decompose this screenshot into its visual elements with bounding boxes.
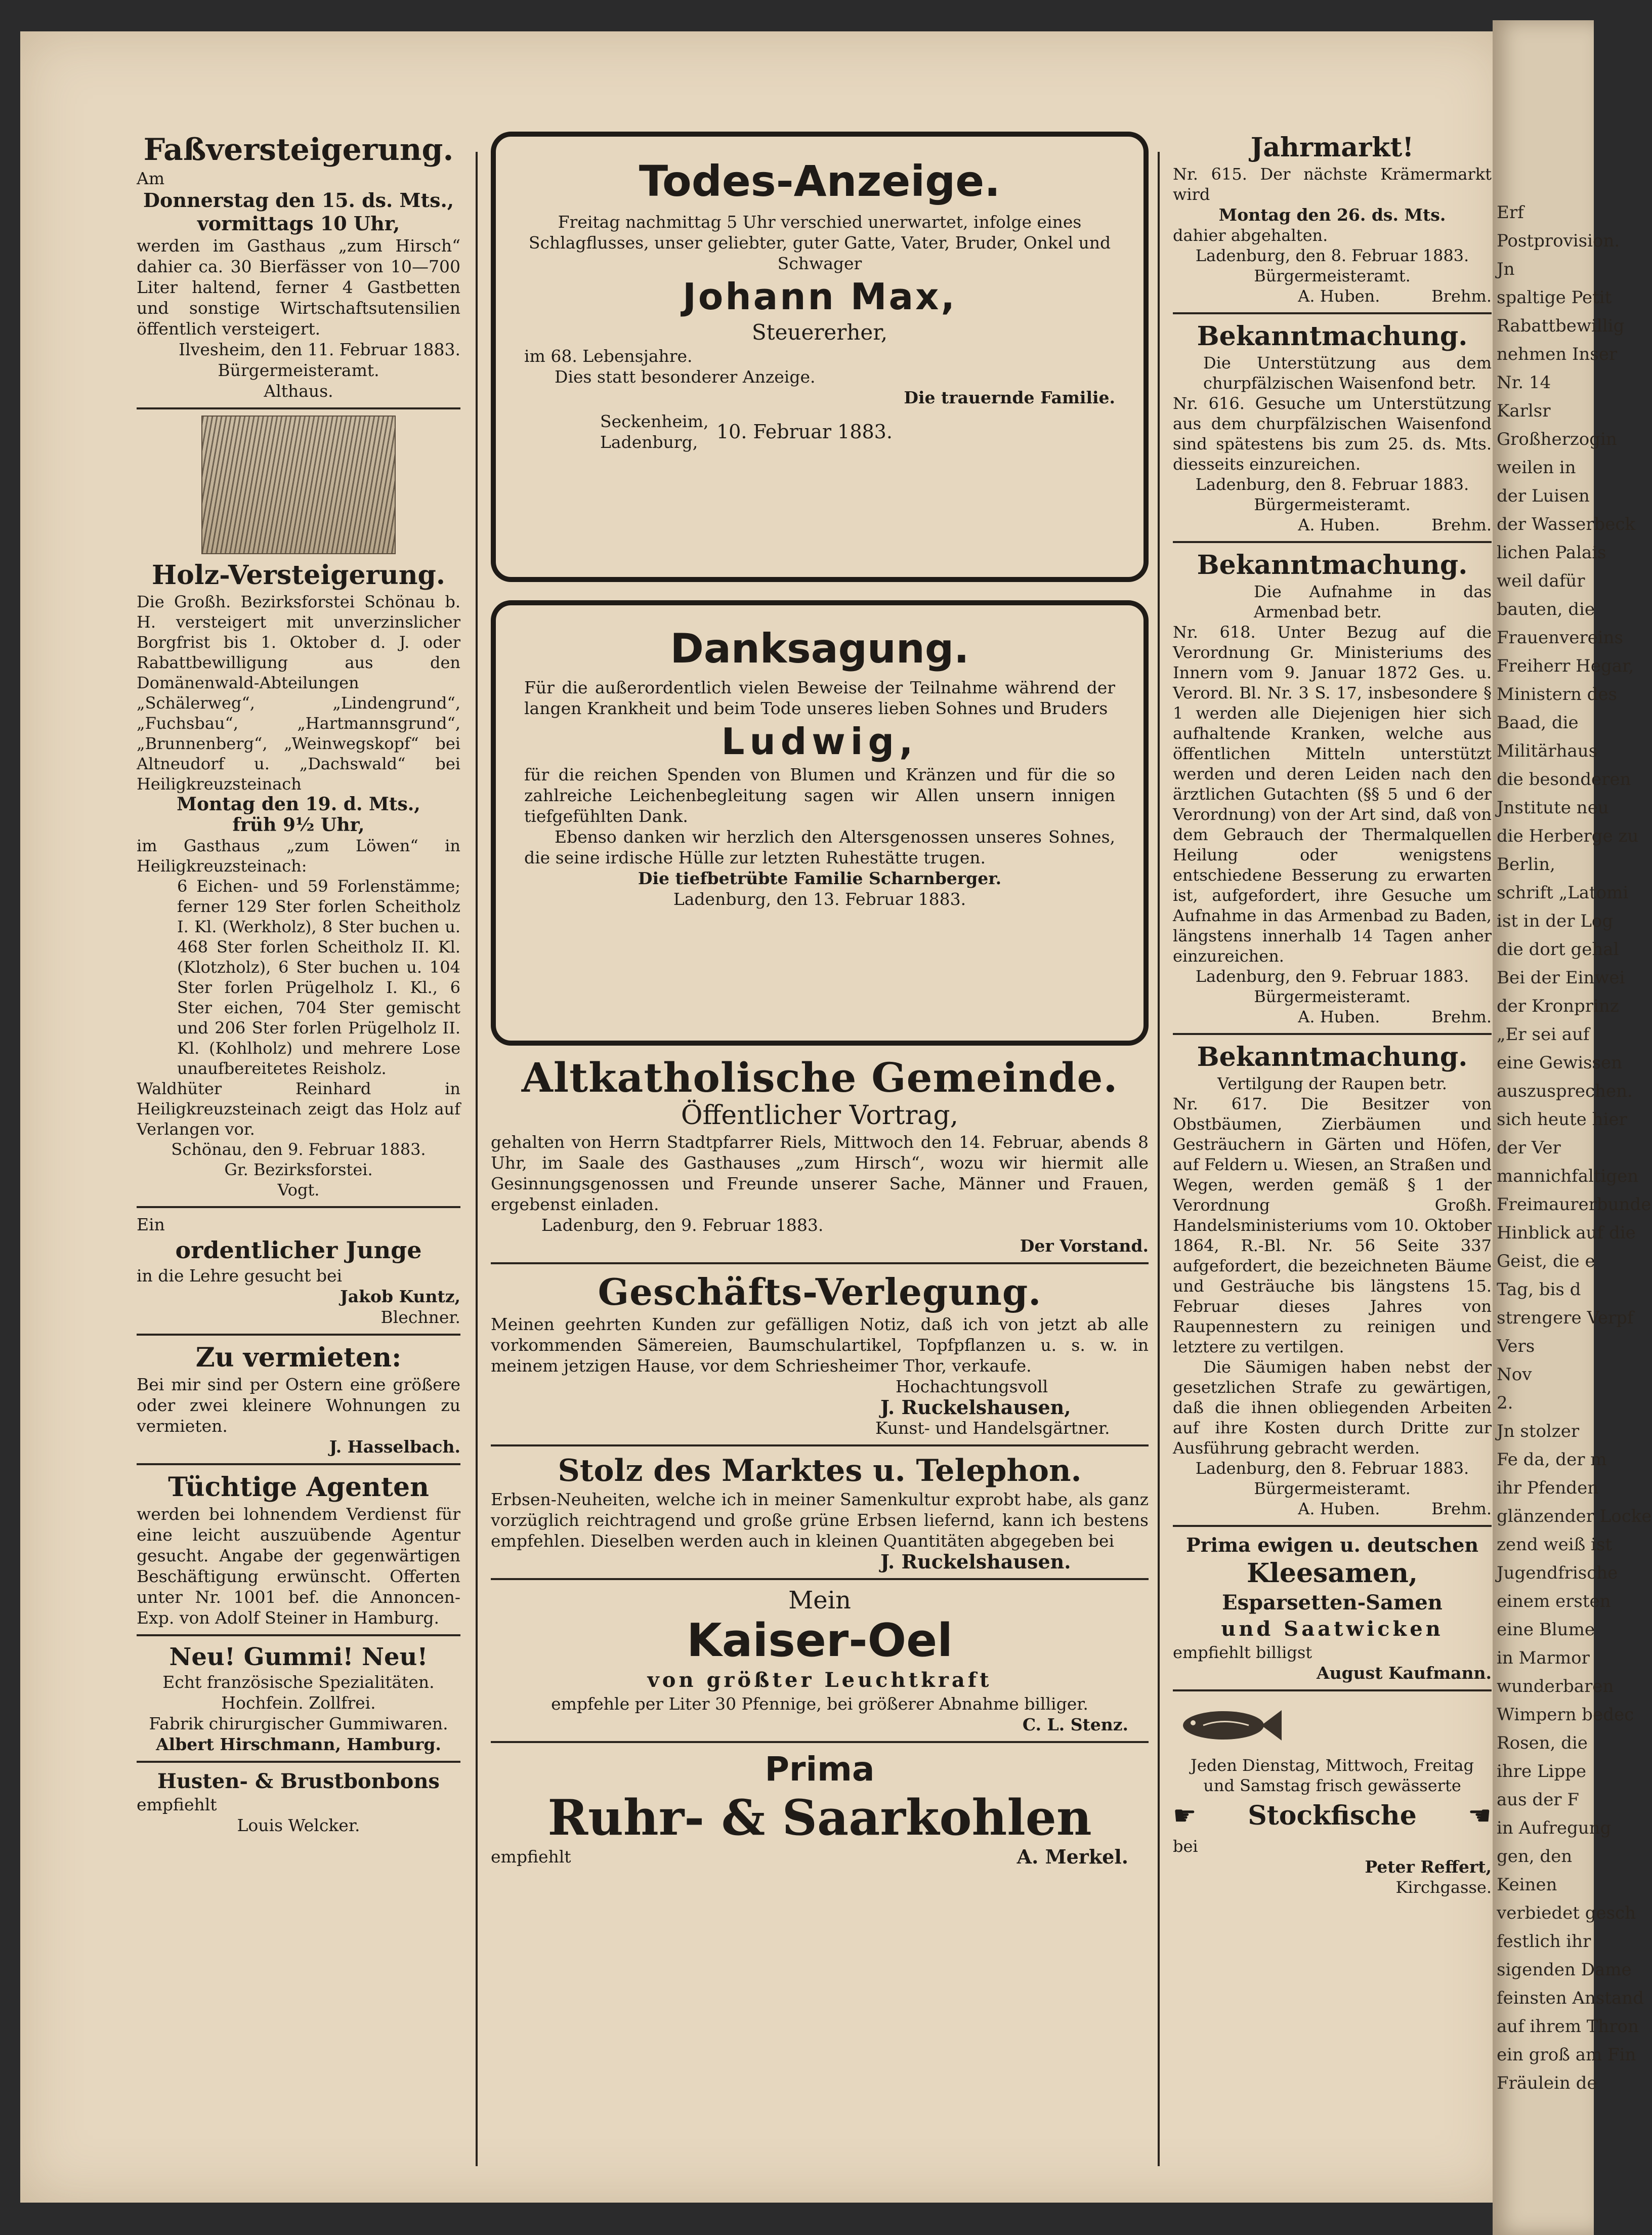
ad-title: Bekanntmachung. [1197, 550, 1468, 581]
ad-signature: A. Huben. Brehm. [1298, 1499, 1492, 1518]
ad-text: empfiehlt [137, 1795, 217, 1814]
ad-role: Kunst- und Handelsgärtner. [875, 1418, 1110, 1438]
adjacent-page-fragment: mannichfaltigen [1497, 1166, 1639, 1186]
adjacent-page-fragment: der Ver [1497, 1138, 1561, 1158]
adjacent-page-fragment: in Aufregung [1497, 1818, 1612, 1838]
adjacent-page-fragment: ein groß am Fin [1497, 2045, 1636, 2065]
ad-title: Ruhr- & Saarkohlen [547, 1789, 1092, 1846]
ad-title: ordentlicher Junge [175, 1236, 422, 1264]
adjacent-page-fragment: Frauenvereins [1497, 628, 1623, 648]
ad-text: im 68. Lebensjahre. [524, 346, 693, 366]
ad-signature: Louis Welcker. [237, 1815, 360, 1835]
ad-signature: Jakob Kuntz, [340, 1287, 460, 1306]
adjacent-page-fragment: eine Gewissen [1497, 1053, 1622, 1073]
column-right [1173, 132, 1492, 1897]
ad-text: Fabrik chirurgischer Gummiwaren. [149, 1714, 448, 1733]
divider [491, 1741, 1149, 1743]
adjacent-page-fragment: Militärhaus [1497, 741, 1598, 761]
ad-bekanntmachung-armenbad [1173, 549, 1492, 1027]
ad-jahrmarkt [1173, 132, 1492, 306]
divider [137, 1761, 460, 1763]
adjacent-page-fragment: sigenden Dame [1497, 1960, 1632, 1980]
ad-holz-versteigerung [137, 559, 460, 1200]
adjacent-page-fragment: nehmen Inser [1497, 344, 1618, 364]
ad-body: dahier abgehalten. [1173, 226, 1328, 245]
ad-junge [137, 1214, 460, 1328]
ad-date: 10. Februar 1883. [716, 420, 893, 443]
ad-signature: Vogt. [277, 1180, 320, 1199]
adjacent-page-fragment: Karlsr [1497, 401, 1551, 421]
ad-title: Prima ewigen u. deutschen [1186, 1534, 1478, 1556]
ad-body: Erbsen-Neuheiten, welche ich in meiner Samenkultur exprobt habe, als ganz vorzüglich reichtragend und große grüne Erbsen liefernd, kann ich bestens empfehlen. Dieselben werden auch in kleinen Quantitäten abgegeben bei [491, 1489, 1149, 1551]
ad-office: Bürgermeisteramt. [1254, 495, 1411, 514]
forest-woodcut-image [201, 416, 396, 554]
ad-title: Stolz des Marktes u. Telephon. [558, 1453, 1082, 1488]
column-rule-1 [476, 152, 478, 2166]
ad-signature: Althaus. [264, 381, 333, 401]
ad-fassversteigerung [137, 132, 460, 401]
adjacent-page-fragment: Hinblick auf die [1497, 1223, 1636, 1243]
divider [1173, 312, 1492, 314]
ad-body: Nr. 617. Die Besitzer von Obstbäumen, Zierbäumen und Gesträuchern in Gärten und Höfen, auf Feldern u. Wiesen, an Straßen und Wegen, werden gemäß § 1 der Verordnung Großh. Handelsministeriums vom 10. Oktober 1864, R.-Bl. Nr. 56 Seite 337 aufgefordert, die bezeichneten Bäume und Gesträuche bis längstens 15. Februar dieses Jahres von Raupennestern zu reinigen und letztere zu vertilgen. [1173, 1094, 1492, 1356]
adjacent-page-fragment: Vers [1497, 1336, 1535, 1356]
ad-body: empfehle per Liter 30 Pfennige, bei größerer Abnahme billiger. [551, 1694, 1088, 1714]
ad-office: Bürgermeisteramt. [1254, 987, 1411, 1006]
ad-subtitle: Öffentlicher Vortrag, [681, 1100, 959, 1131]
ad-bekanntmachung-waisenfond [1173, 320, 1492, 535]
ad-title: Danksagung. [670, 625, 969, 672]
ad-gummi [137, 1642, 460, 1755]
ad-time-line: vormittags 10 Uhr, [197, 212, 400, 235]
adjacent-page-fragment: Keinen [1497, 1875, 1557, 1895]
ad-stockfische [1173, 1698, 1492, 1897]
ad-subtitle: Vertilgung der Raupen betr. [1217, 1074, 1447, 1093]
ad-date-line: Montag den 26. ds. Mts. [1218, 205, 1446, 225]
ad-signature: Peter Reffert, [1365, 1857, 1492, 1877]
adjacent-page-fragment: Jn [1497, 259, 1515, 279]
ad-text: Mein [788, 1586, 851, 1615]
ad-stolz-des-marktes [491, 1453, 1149, 1572]
ad-body: Die Großh. Bezirksforstei Schönau b. H. versteigert mit unverzinslicher Borgfrist bis 1. Oktober d. J. oder Rabattbewilligung aus den Domänenwald-Abteilungen „Schälerweg“, „Lindengrund“, „Fuchsbau“, „Hartmannsgrund“, „Brunnenberg“, „Weinwegskopf“ bei Altneudorf u. „Dachswald“ bei Heiligkreuzsteinach [137, 592, 460, 794]
ad-subtitle: von größter Leuchtkraft [647, 1668, 992, 1692]
ad-bekanntmachung-raupen [1173, 1041, 1492, 1519]
ad-text: Ein [137, 1215, 165, 1234]
adjacent-page-fragment: Ministern des [1497, 684, 1617, 705]
ad-office: Bürgermeisteramt. [1254, 266, 1411, 285]
divider [137, 1334, 460, 1336]
divider [1173, 1689, 1492, 1691]
ad-signature: A. Huben. Brehm. [1298, 286, 1492, 306]
adjacent-page-fragment: weil dafür [1497, 571, 1585, 591]
deceased-name: Ludwig, [721, 720, 918, 763]
adjacent-page-fragment: ist in der Log [1497, 911, 1614, 931]
ad-text: Esparsetten-Samen [1222, 1591, 1443, 1615]
adjacent-page-fragment: Wimpern bedec [1497, 1705, 1634, 1725]
ad-subtitle: Die Aufnahme in das Armenbad betr. [1254, 582, 1492, 622]
ad-date-line: Donnerstag den 15. ds. Mts., [143, 189, 454, 212]
ad-text: und Saatwicken [1221, 1617, 1444, 1641]
ad-subtitle: Die Unterstützung aus dem churpfälzischen Waisenfond betr. [1203, 353, 1492, 393]
adjacent-page-fragment: Bei der Einwei [1497, 968, 1625, 988]
ad-places: Seckenheim, Ladenburg, [600, 411, 709, 452]
ad-title: Geschäfts-Verlegung. [598, 1270, 1042, 1313]
ad-signature: J. Hasselbach. [329, 1437, 460, 1457]
adjacent-page-fragment: Jn stolzer [1497, 1421, 1580, 1441]
ad-place-date: Schönau, den 9. Februar 1883. [171, 1140, 426, 1159]
divider [137, 1206, 460, 1208]
divider [1173, 1525, 1492, 1527]
ad-husten [137, 1769, 460, 1836]
ad-signature: A. Huben. Brehm. [1298, 515, 1492, 534]
ad-title: Todes-Anzeige. [639, 156, 1001, 206]
ad-agenten [137, 1471, 460, 1628]
adjacent-page-fragment: weilen in [1497, 458, 1576, 478]
adjacent-page-fragment: „Er sei auf [1497, 1024, 1590, 1045]
adjacent-page-fragment: strengere Verpf [1497, 1308, 1634, 1328]
adjacent-page-fragment: festlich ihr [1497, 1931, 1591, 1952]
ad-items: 6 Eichen- und 59 Forlenstämme; ferner 129 Ster forlen Scheitholz I. Kl. (Werkholz), 8 Ster buchen u. 468 Ster forlen Scheitholz II. Kl. (Klotzholz), 6 Ster buchen u. 104 Ster forlen Prügelholz I. Kl., 6 Ster eichen, 704 Ster gemischt und 206 Ster forlen Prügelholz II. Kl. (Kohlholz) und mehrere Lose unaufbereitetes Reisholz. [177, 877, 460, 1078]
adjacent-page-fragment: Baad, die [1497, 713, 1579, 733]
ad-office: Gr. Bezirksforstei. [224, 1160, 373, 1179]
adjacent-page-fragment: Tag, bis d [1497, 1279, 1581, 1300]
adjacent-page-fragment: Rabattbewillig [1497, 316, 1625, 336]
ad-todes-anzeige [491, 132, 1149, 582]
ad-geschaeftsverlegung [491, 1270, 1149, 1438]
adjacent-page-fragment: verbiedet gesch [1497, 1903, 1636, 1923]
ad-place: im Gasthaus „zum Löwen“ in Heiligkreuzsteinach: [137, 836, 460, 876]
adjacent-page-fragment: Berlin, [1497, 854, 1555, 875]
adjacent-page-fragment: einem ersten [1497, 1591, 1611, 1611]
fish-icon [1173, 1703, 1284, 1748]
ad-greeting: Hochachtungsvoll [896, 1377, 1048, 1396]
adjacent-page-fragment: zend weiß ist [1497, 1535, 1613, 1555]
ad-title: Altkatholische Gemeinde. [521, 1054, 1118, 1101]
ad-body: in die Lehre gesucht bei [137, 1266, 343, 1286]
ad-signature: Der Vorstand. [1020, 1236, 1149, 1256]
pointing-hand-icon: ☛ [1173, 1801, 1197, 1831]
adjacent-page-fragment: Jnstitute neu [1497, 798, 1609, 818]
ad-body: Nr. 616. Gesuche um Unterstützung aus dem churpfälzischen Waisenfond sind spätestens bis zum 25. ds. Mts. diesseits einzureichen. [1173, 394, 1492, 474]
ad-title: Kleesamen, [1246, 1558, 1418, 1589]
adjacent-page-fragment: schrift „Latomi [1497, 883, 1629, 903]
adjacent-page-fragment: Jugendfrische [1497, 1563, 1618, 1583]
ad-title: Husten- & Brustbonbons [157, 1769, 440, 1793]
deceased-role: Steuererher, [751, 320, 888, 345]
ad-signature: August Kaufmann. [1316, 1663, 1492, 1683]
ad-signature: Die tiefbetrübte Familie Scharnberger. [638, 868, 1002, 888]
ad-body: Meinen geehrten Kunden zur gefälligen Notiz, daß ich von jetzt ab alle vorkommenden Sämereien, Baumschulartikel, Topfpflanzen u. s. w. in meinem jetzigen Hause, vor dem Schriesheimer Thor, verkaufe. [491, 1314, 1149, 1376]
ad-kaiser-oel [491, 1586, 1149, 1735]
ad-danksagung [491, 600, 1149, 1046]
ad-title: Bekanntmachung. [1197, 321, 1468, 352]
adjacent-page-fragment: lichen Palais [1497, 543, 1606, 563]
adjacent-page-fragment: die dort gehal [1497, 939, 1619, 960]
divider [1173, 541, 1492, 543]
ad-signature: A. Merkel. [1016, 1845, 1128, 1868]
adjacent-page-fragment: aus der F [1497, 1790, 1579, 1810]
ad-office: Bürgermeisteramt. [1254, 1479, 1411, 1498]
divider [491, 1578, 1149, 1580]
adjacent-page-fragment: Fe da, der m [1497, 1450, 1607, 1470]
ad-title: Zu vermieten: [195, 1342, 402, 1373]
ad-body: für die reichen Spenden von Blumen und Kränzen und für die so zahlreiche Leichenbegleitung sagen wir Allen unsern innigen tiefgefühlten Dank. [524, 765, 1115, 826]
adjacent-page-fragment: eine Blume [1497, 1620, 1595, 1640]
adjacent-page-fragment: spaltige Petit [1497, 287, 1612, 308]
adjacent-page-fragment: gen, den [1497, 1846, 1573, 1867]
ad-title: Neu! Gummi! Neu! [169, 1643, 428, 1671]
ad-body: Freitag nachmittag 5 Uhr verschied unerwartet, infolge eines Schlagflusses, unser geliebter, guter Gatte, Vater, Bruder, Onkel und Schwager [528, 212, 1111, 273]
ad-body: werden bei lohnendem Verdienst für eine leicht auszuübende Agentur gesucht. Angabe der gegenwärtigen Beschäftigung erwünscht. Offerten unter Nr. 1001 bef. die Annoncen-Exp. von Adolf Steiner in Hamburg. [137, 1504, 460, 1628]
ad-title: Jahrmarkt! [1250, 132, 1414, 163]
adjacent-page-fragment: die besonderen [1497, 769, 1631, 790]
divider [491, 1262, 1149, 1264]
ad-vermieten [137, 1342, 460, 1457]
adjacent-page-fragment: Nov [1497, 1364, 1532, 1385]
ad-text: Dies statt besonderer Anzeige. [555, 367, 816, 387]
adjacent-page-fragment: der Luisen [1497, 486, 1590, 506]
ad-text: bei [1173, 1837, 1198, 1856]
adjacent-page-fragment: in Marmor [1497, 1648, 1590, 1668]
ad-text: Am [137, 169, 165, 188]
ad-text: Echt französische Spezialitäten. [162, 1672, 435, 1692]
adjacent-page-fragment: glänzender Locke [1497, 1506, 1652, 1526]
ad-signature: Albert Hirschmann, Hamburg. [156, 1734, 441, 1754]
ad-date: Ladenburg, den 8. Februar 1883. [1195, 475, 1469, 494]
adjacent-page-fragment: ihre Lippe [1497, 1761, 1587, 1782]
adjacent-page-fragment: Freiherr Hegar, [1497, 656, 1634, 676]
ad-signature: J. Ruckelshausen, [880, 1396, 1071, 1419]
ad-date: Ladenburg, den 9. Februar 1883. [1195, 967, 1469, 986]
ad-text: Hochfein. Zollfrei. [221, 1693, 376, 1713]
adjacent-page-fragment: bauten, die [1497, 599, 1595, 619]
adjacent-page-edge [1493, 20, 1652, 2235]
ad-place-date: Ilvesheim, den 11. Februar 1883. [179, 340, 460, 359]
ad-place: Kirchgasse. [1395, 1878, 1492, 1897]
ad-text: empfiehlt [491, 1847, 571, 1867]
adjacent-page-fragment: Rosen, die [1497, 1733, 1588, 1753]
adjacent-page-fragment: 2. [1497, 1393, 1513, 1413]
ad-date-line: Montag den 19. d. Mts., [177, 794, 420, 815]
adjacent-page-fragment: ihr Pfenden [1497, 1478, 1599, 1498]
divider [1173, 1033, 1492, 1035]
adjacent-page-fragment: Fräulein de [1497, 2073, 1597, 2093]
ad-date: Ladenburg, den 8. Februar 1883. [1195, 246, 1469, 265]
adjacent-page-fragment: Erf [1497, 202, 1524, 223]
adjacent-page-fragment: auszusprechen. [1497, 1081, 1633, 1101]
ad-body: Ebenso danken wir herzlich den Altersgenossen unseres Sohnes, die seine irdische Hülle zur letzten Ruhestätte trugen. [524, 827, 1115, 867]
column-middle [491, 132, 1149, 1867]
ad-kleesamen [1173, 1533, 1492, 1683]
adjacent-page-fragment: der Kronprinz [1497, 996, 1619, 1016]
ad-title: Tüchtige Agenten [168, 1472, 429, 1503]
divider [137, 407, 460, 409]
adjacent-page-fragment: sich heute hier [1497, 1109, 1627, 1130]
adjacent-page-fragment: auf ihrem Thron [1497, 2016, 1639, 2037]
ad-body: Jeden Dienstag, Mittwoch, Freitag und Samstag frisch gewässerte [1191, 1756, 1474, 1795]
column-rule-2 [1158, 152, 1160, 2166]
ad-title: Faßversteigerung. [143, 132, 454, 168]
ad-title: Stockfische [1248, 1800, 1417, 1831]
adjacent-page-fragment: Nr. 14 [1497, 372, 1551, 393]
adjacent-page-fragment: Geist, die e [1497, 1251, 1595, 1271]
ad-signature: A. Huben. Brehm. [1298, 1007, 1492, 1026]
ad-text: Prima [765, 1750, 875, 1789]
ad-signature: Die trauernde Familie. [904, 388, 1115, 407]
ad-body: Nr. 618. Unter Bezug auf die Verordnung Gr. Ministeriums des Innern vom 9. Januar 1872 Ges. u. Verord. Bl. Nr. 3 S. 17, insbesondere § 1 werden alle Diejenigen hier sich aufhaltende Kranken, welche aus öffentlichen Mitteln unterstützt werden und deren Leiden nach den ärztlichen Gutachten (§§ 5 und 6 der Verordnung) von der Art sind, daß von dem Gebrauch der Thermalquellen Heilung oder wenigstens entschiedene Besserung zu erwarten ist, aufgefordert, ihre Gesuche um Aufnahme in das Armenbad zu Baden, längstens innerhalb 14 Tagen anher einzureichen. [1173, 623, 1492, 966]
adjacent-page-fragment: Freimaurerbunde [1497, 1194, 1651, 1215]
ad-time-line: früh 9½ Uhr, [232, 814, 365, 836]
ad-signature: C. L. Stenz. [1022, 1715, 1128, 1734]
ad-body: Nr. 615. Der nächste Krämermarkt wird [1173, 164, 1492, 204]
adjacent-page-fragment: der Wasserbeck [1497, 514, 1636, 534]
pointing-hand-icon: ☛ [1468, 1801, 1492, 1831]
ad-date: Ladenburg, den 13. Februar 1883. [673, 889, 966, 909]
adjacent-page-fragment: wunderbaren [1497, 1676, 1614, 1696]
divider [491, 1444, 1149, 1446]
adjacent-page-fragment: feinsten Anstand [1497, 1988, 1644, 2008]
adjacent-page-fragment: Großherzogin [1497, 429, 1617, 449]
ad-altkatholisch [491, 1056, 1149, 1256]
divider [137, 1634, 460, 1636]
ad-body: empfiehlt billigst [1173, 1643, 1312, 1662]
ad-office: Bürgermeisteramt. [218, 360, 379, 380]
ad-note: Waldhüter Reinhard in Heiligkreuzsteinach zeigt das Holz auf Verlangen vor. [137, 1079, 460, 1139]
deceased-name: Johann Max, [683, 275, 957, 318]
adjacent-page-fragment: die Herberge zu [1497, 826, 1639, 846]
ad-kohlen [491, 1749, 1149, 1867]
column-left [137, 132, 460, 1836]
ad-date: Ladenburg, den 8. Februar 1883. [1195, 1459, 1469, 1478]
ad-body: Die Säumigen haben nebst der gesetzlichen Strafe zu gewärtigen, daß die ihnen obliegenden Arbeiten auf ihre Kosten durch Dritte zur Ausführung gebracht werden. [1173, 1357, 1492, 1458]
ad-body: Bei mir sind per Ostern eine größere oder zwei kleinere Wohnungen zu vermieten. [137, 1375, 460, 1436]
divider [137, 1463, 460, 1465]
adjacent-page-fragment: Postprovision. [1497, 231, 1620, 251]
ad-date: Ladenburg, den 9. Februar 1883. [541, 1215, 824, 1235]
ad-title: Kaiser-Oel [686, 1614, 953, 1667]
ad-body: werden im Gasthaus „zum Hirsch“ dahier ca. 30 Bierfässer von 10—700 Liter haltend, ferner 4 Gastbetten und sonstige Wirtschaftsutensilien öffentlich versteigert. [137, 236, 460, 339]
ad-body: gehalten von Herrn Stadtpfarrer Riels, Mittwoch den 14. Februar, abends 8 Uhr, im Saale des Gasthauses „zum Hirsch“, wozu wir hiermit alle Gesinnungsgenossen und Freunde unserer Sache, Männer und Frauen, ergebenst einladen. [491, 1132, 1149, 1214]
ad-title: Bekanntmachung. [1197, 1042, 1468, 1072]
ad-body: Für die außerordentlich vielen Beweise der Teilnahme während der langen Krankheit und beim Tode unseres lieben Sohnes und Bruders [524, 678, 1115, 718]
ad-title: Holz-Versteigerung. [152, 560, 445, 591]
ad-signature: J. Ruckelshausen. [880, 1550, 1071, 1573]
ad-role: Blechner. [380, 1307, 460, 1327]
